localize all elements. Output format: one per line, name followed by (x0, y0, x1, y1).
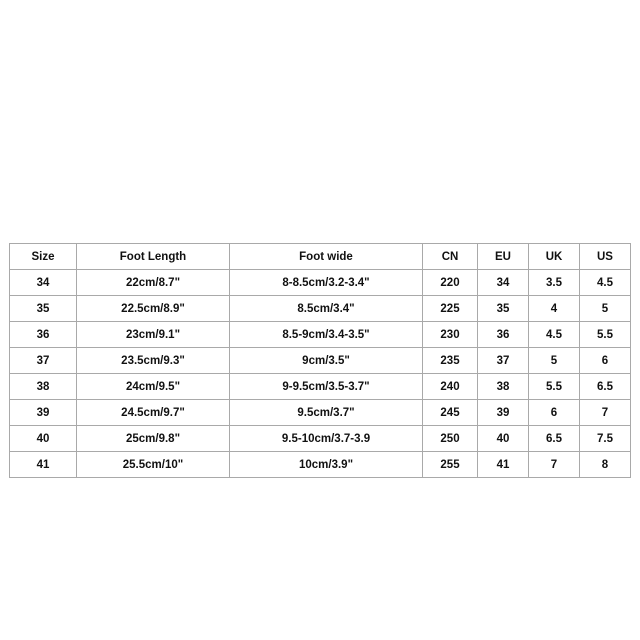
foot-wide-cell: 8.5cm/3.4" (230, 296, 423, 322)
us-cell: 8 (580, 452, 631, 478)
foot-length-cell: 23cm/9.1" (77, 322, 230, 348)
table-row (10, 348, 631, 374)
cn-cell: 240 (423, 374, 478, 400)
table-row (10, 426, 631, 452)
size-chart-table (9, 243, 631, 478)
eu-cell: 37 (478, 348, 529, 374)
us-cell: 7 (580, 400, 631, 426)
size-cell: 38 (10, 374, 77, 400)
us-cell: 6 (580, 348, 631, 374)
foot-length-cell: 25.5cm/10" (77, 452, 230, 478)
foot-length-cell: 24cm/9.5" (77, 374, 230, 400)
table-row (10, 296, 631, 322)
uk-cell: 6.5 (529, 426, 580, 452)
cn-cell: 220 (423, 270, 478, 296)
uk-cell: 5.5 (529, 374, 580, 400)
us-cell: 5.5 (580, 322, 631, 348)
us-cell: 6.5 (580, 374, 631, 400)
uk-cell: 4.5 (529, 322, 580, 348)
eu-cell: 39 (478, 400, 529, 426)
us-cell: 7.5 (580, 426, 631, 452)
uk-cell: 4 (529, 296, 580, 322)
table-row (10, 374, 631, 400)
cn-cell: 255 (423, 452, 478, 478)
size-cell: 41 (10, 452, 77, 478)
foot-wide-cell: 8-8.5cm/3.2-3.4" (230, 270, 423, 296)
foot-length-cell: 23.5cm/9.3" (77, 348, 230, 374)
foot-wide-cell: 9cm/3.5" (230, 348, 423, 374)
cn-cell: 230 (423, 322, 478, 348)
foot-wide-cell: 9-9.5cm/3.5-3.7" (230, 374, 423, 400)
uk-cell: 7 (529, 452, 580, 478)
eu-cell: 40 (478, 426, 529, 452)
header-size: Size (10, 244, 77, 270)
foot-length-cell: 22cm/8.7" (77, 270, 230, 296)
cn-cell: 225 (423, 296, 478, 322)
table-row (10, 322, 631, 348)
header-cn: CN (423, 244, 478, 270)
foot-wide-cell: 10cm/3.9" (230, 452, 423, 478)
header-eu: EU (478, 244, 529, 270)
size-cell: 35 (10, 296, 77, 322)
size-cell: 40 (10, 426, 77, 452)
size-cell: 39 (10, 400, 77, 426)
size-chart-body (10, 270, 631, 478)
foot-wide-cell: 9.5cm/3.7" (230, 400, 423, 426)
uk-cell: 5 (529, 348, 580, 374)
table-header-row (10, 244, 631, 270)
eu-cell: 38 (478, 374, 529, 400)
cn-cell: 235 (423, 348, 478, 374)
size-cell: 34 (10, 270, 77, 296)
table-row (10, 400, 631, 426)
foot-wide-cell: 9.5-10cm/3.7-3.9 (230, 426, 423, 452)
size-cell: 36 (10, 322, 77, 348)
foot-length-cell: 25cm/9.8" (77, 426, 230, 452)
foot-wide-cell: 8.5-9cm/3.4-3.5" (230, 322, 423, 348)
table-row (10, 270, 631, 296)
header-foot-wide: Foot wide (230, 244, 423, 270)
eu-cell: 35 (478, 296, 529, 322)
cn-cell: 245 (423, 400, 478, 426)
uk-cell: 3.5 (529, 270, 580, 296)
cn-cell: 250 (423, 426, 478, 452)
us-cell: 5 (580, 296, 631, 322)
header-us: US (580, 244, 631, 270)
us-cell: 4.5 (580, 270, 631, 296)
foot-length-cell: 22.5cm/8.9" (77, 296, 230, 322)
size-cell: 37 (10, 348, 77, 374)
eu-cell: 41 (478, 452, 529, 478)
eu-cell: 36 (478, 322, 529, 348)
uk-cell: 6 (529, 400, 580, 426)
header-foot-length: Foot Length (77, 244, 230, 270)
eu-cell: 34 (478, 270, 529, 296)
foot-length-cell: 24.5cm/9.7" (77, 400, 230, 426)
header-uk: UK (529, 244, 580, 270)
table-row (10, 452, 631, 478)
